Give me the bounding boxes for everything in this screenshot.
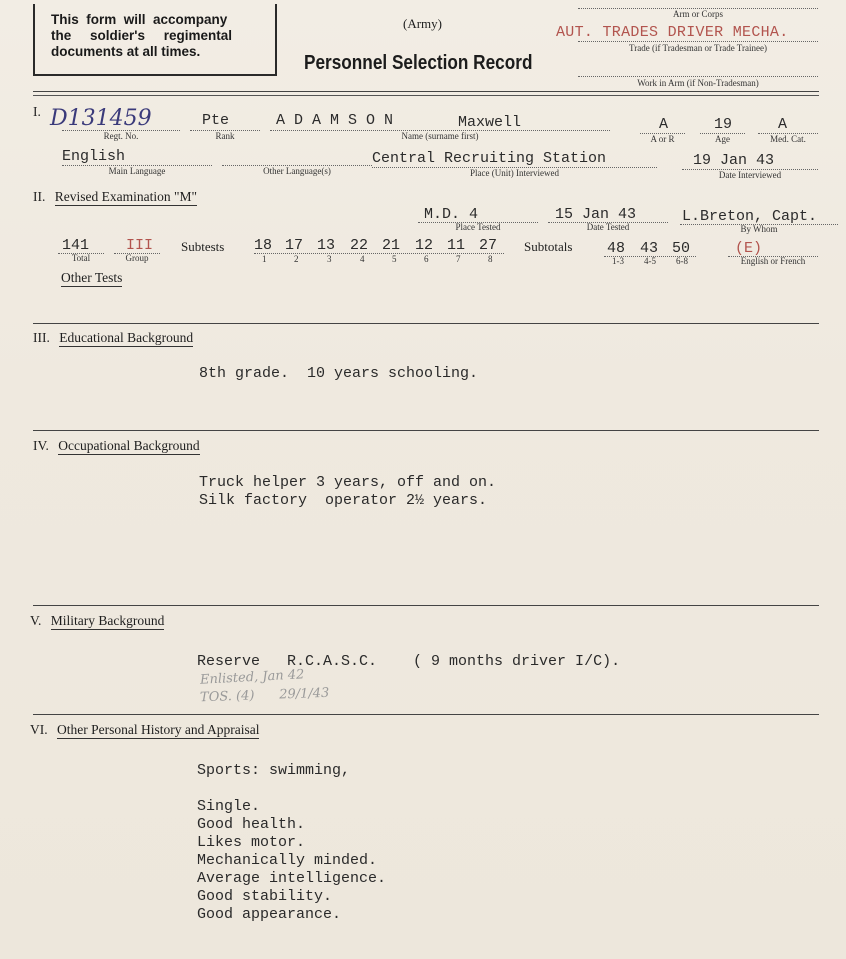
occupation-line-2: Silk factory operator 2½ years. [199,492,488,509]
education-text: 8th grade. 10 years schooling. [199,365,479,382]
work-line [578,76,818,77]
place-tested-value: M.D. 4 [424,206,479,223]
appraisal-line: Sports: swimming, [197,762,351,779]
regt-no-value: D131459 [50,106,152,131]
trade-label: Trade (if Tradesman or Trade Trainee) [629,43,767,53]
section-5-numeral: V. [30,613,42,628]
main-language-label: Main Language [108,166,166,176]
appraisal-line: Likes motor. [197,834,306,851]
notice-line-1: This form will accompany [51,12,228,27]
notice-line-2: the soldier's regimental [51,28,233,43]
pencil-note-2: TOS. (4) 29/1/43 [199,685,330,706]
trade-line [578,41,818,42]
language-label: English or French [740,256,806,266]
section-1-numeral: I. [33,104,41,119]
rule-section-3 [33,323,819,324]
notice-line-3: documents at all times. [51,44,201,59]
section-5-heading [30,613,164,629]
subtests-label: Subtests [181,239,225,254]
subtest-num-1: 1 [262,254,267,264]
date-interviewed-value: 19 Jan 43 [693,152,775,169]
appraisal-line: Average intelligence. [197,870,387,887]
appraisal-line: Good stability. [197,888,333,905]
subtest-num-6: 6 [424,254,429,264]
rule-section-6 [33,714,819,715]
date-tested-value: 15 Jan 43 [555,206,637,223]
subtest-4: 22 [350,237,369,254]
age-label: Age [715,134,730,144]
appraisal-line: Single. [197,798,261,815]
surname-value: A D A M S O N [276,112,394,129]
appraisal-line [197,780,386,798]
subtest-6: 12 [415,237,434,254]
subtotal-1: 48 [607,240,626,257]
date-interviewed-label: Date Interviewed [718,170,782,180]
header-rule-2 [33,95,819,96]
appraisal-list [197,762,386,924]
subtest-1: 18 [254,237,273,254]
med-cat-label: Med. Cat. [770,134,806,144]
name-label: Name (surname first) [401,131,479,141]
group-label: Group [125,253,149,263]
total-value: 141 [62,237,90,254]
subtotal-range-2: 4-5 [644,256,656,266]
subtest-5: 21 [382,237,401,254]
appraisal-line: Good appearance. [197,906,342,923]
appraisal-line: Good health. [197,816,306,833]
section-6-title: Other Personal History and Appraisal [57,722,260,737]
trade-value: AUT. TRADES DRIVER MECHA. [556,24,789,41]
other-language-label: Other Language(s) [263,166,331,176]
subtotal-3: 50 [672,240,691,257]
subtests-line [254,253,504,254]
pencil-note-1: Enlisted, Jan 42 [199,667,305,688]
med-cat-value: A [778,116,788,133]
army-label: (Army) [403,16,442,31]
section-4-heading [33,438,200,454]
section-3-heading [33,330,193,346]
main-language-value: English [62,148,126,165]
notice-box [33,4,277,76]
section-6-numeral: VI. [30,722,48,737]
subtotal-2: 43 [640,240,659,257]
regt-no-label: Regt. No. [103,131,139,141]
rule-section-4 [33,430,819,431]
a-or-r-value: A [659,116,669,133]
age-value: 19 [714,116,733,133]
section-2-heading [33,189,197,205]
section-3-title: Educational Background [59,330,194,345]
group-value: III [126,237,154,254]
subtest-num-7: 7 [456,254,461,264]
subtotal-range-1: 1-3 [612,256,624,266]
occupation-line-1: Truck helper 3 years, off and on. [199,474,497,491]
section-2-title: Revised Examination "M" [54,189,198,204]
place-label: Place (Unit) Interviewed [470,168,559,178]
by-whom-value: L.Breton, Capt. [682,208,818,225]
first-name-value: Maxwell [458,114,522,131]
place-tested-label: Place Tested [455,222,501,232]
subtest-num-3: 3 [327,254,332,264]
section-4-title: Occupational Background [58,438,200,453]
section-3-numeral: III. [33,330,50,345]
subtotals-label: Subtotals [524,239,573,254]
rank-label: Rank [215,131,235,141]
place-interviewed-value: Central Recruiting Station [372,150,607,167]
subtotal-range-3: 6-8 [676,256,688,266]
work-label: Work in Arm (if Non-Tradesman) [637,78,759,88]
a-or-r-label: A or R [650,134,675,144]
rank-value: Pte [202,112,230,129]
appraisal-line: Mechanically minded. [197,852,378,869]
by-whom-label: By Whom [740,224,778,234]
section-5-title: Military Background [50,613,165,628]
section-6-heading [30,722,259,738]
rule-section-5 [33,605,819,606]
subtest-3: 13 [317,237,336,254]
subtest-7: 11 [447,237,466,254]
other-tests-text: Other Tests [61,270,123,285]
arm-corps-label: Arm or Corps [673,9,723,19]
subtest-num-8: 8 [488,254,493,264]
section-2-numeral: II. [33,189,46,204]
form-title: Personnel Selection Record [304,52,533,74]
total-label: Total [71,253,91,263]
language-value: (E) [735,240,763,257]
subtest-8: 27 [479,237,498,254]
subtest-num-5: 5 [392,254,397,264]
section-4-numeral: IV. [33,438,49,453]
other-tests-label [61,270,122,286]
header-rule [33,91,819,92]
date-tested-label: Date Tested [586,222,630,232]
subtest-num-2: 2 [294,254,299,264]
subtest-2: 17 [285,237,304,254]
military-text: Reserve R.C.A.S.C. ( 9 months driver I/C). [197,653,621,670]
subtest-num-4: 4 [360,254,365,264]
